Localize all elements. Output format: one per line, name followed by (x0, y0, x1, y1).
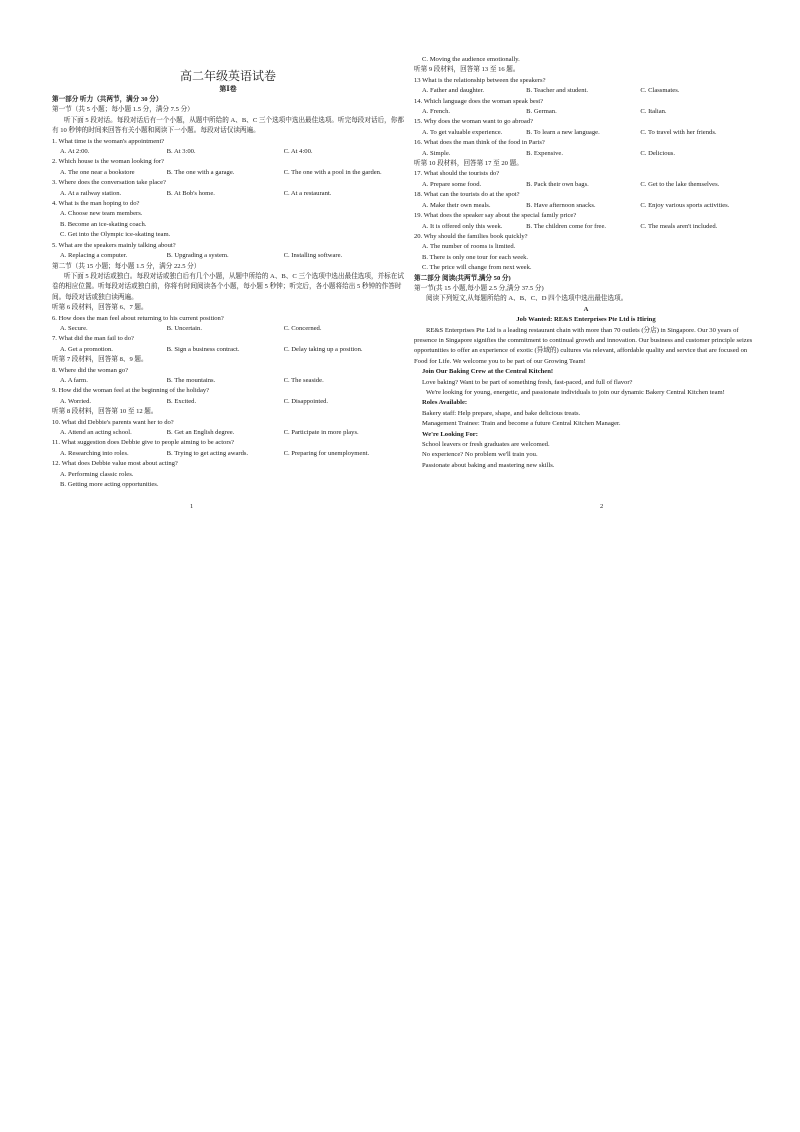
volume-label: 第Ⅰ卷 (219, 85, 237, 93)
question-6: 6. How does the man feel about returning to his current position? (52, 314, 224, 322)
option-c: C. The price will change from next week. (422, 264, 532, 272)
option-a: A. It is offered only this week. (422, 222, 503, 230)
requirement-item: No experience? No problem we'll train you. (422, 451, 538, 459)
question-14-options (414, 107, 758, 117)
option-c: C. Disappointed. (283, 397, 329, 405)
option-b: B. At Bob's home. (166, 189, 215, 197)
question-8: 8. Where did the woman go? (52, 366, 129, 374)
question-10-options (52, 428, 404, 438)
question-3: 3. Where does the conversation take place? (52, 179, 166, 187)
crew-line-2: We're looking for young, energetic, and passionate individuals to join our dynamic Bakery Central Kitchen team! (426, 389, 725, 396)
question-1-options (52, 147, 404, 157)
option-a: A. At a railway station. (60, 189, 122, 197)
crew-heading: Join Our Baking Crew at the Central Kitchen! (422, 368, 554, 376)
question-10: 10. What did Debbie's parents want her to do? (52, 418, 174, 426)
option-b: B. Have afternoon snacks. (526, 201, 596, 209)
option-b: B. Teacher and student. (526, 87, 589, 95)
requirement-item: School leavers or fresh graduates are welcomed. (422, 441, 550, 449)
option-a: A. Simple. (422, 149, 451, 157)
material-note: 听第 10 段材料，回答第 17 至 20 题。 (414, 160, 523, 168)
question-5-options (52, 251, 404, 261)
question-7-options (52, 345, 404, 355)
question-17: 17. What should the tourists do? (414, 170, 500, 178)
option-c: C. The one with a pool in the garden. (283, 168, 382, 176)
question-13-options (414, 86, 758, 96)
question-2-options (52, 168, 404, 178)
question-15: 15. Why does the woman want to go abroad? (414, 118, 534, 126)
option-b: B. Become an ice-skating coach. (60, 220, 147, 228)
option-a: A. Researching into roles. (60, 449, 129, 457)
material-note: 听第 9 段材料，回答第 13 至 16 题。 (414, 66, 520, 74)
question-9: 9. How did the woman feel at the beginning of the holiday? (52, 387, 210, 395)
option-b: B. Get an English degree. (166, 429, 235, 436)
part2-instructions: 阅读下列短文,从每题所给的 A、B、C、D 四个选项中选出最佳选项。 (426, 295, 628, 303)
exam-title: 高二年级英语试卷 (179, 69, 276, 83)
question-11: 11. What suggestion does Debbie give to people aiming to be actors? (52, 439, 235, 447)
option-a: A. Secure. (60, 324, 88, 332)
roles-heading: Roles Available: (422, 399, 468, 407)
question-11-options (52, 449, 404, 459)
part2-section1-heading: 第一节(共 15 小题,每小题 2.5 分,满分 37.5 分) (414, 284, 544, 292)
role-item: Management Trainee: Train and become a future Central Kitchen Manager. (422, 420, 621, 428)
page-number: 1 (190, 503, 194, 510)
looking-heading: We're Looking For: (422, 430, 478, 438)
question-12: 12. What does Debbie value most about acting? (52, 460, 178, 468)
question-18-options (414, 201, 758, 211)
option-b: B. Expensive. (526, 149, 563, 157)
option-c: C. Italian. (640, 108, 667, 116)
option-b: B. German. (526, 108, 557, 116)
section1-instructions: 听下面 5 段对话。每段对话后有一个小题，从题中所给的 A、B、C 三个选项中选出最佳选项。听完每段对话后，你都有 10 秒钟的时间来回答有关小题和阅读下一小题。每段对话仅读两遍。 (52, 116, 404, 135)
question-16-options (414, 149, 758, 159)
option-b: B. Pack their own bags. (526, 180, 589, 188)
question-15-options (414, 128, 758, 138)
question-3-options (52, 189, 404, 199)
question-5: 5. What are the speakers mainly talking about? (52, 241, 176, 249)
option-b: B. There is only one tour for each week. (422, 253, 529, 261)
option-c: C. Enjoy various sports activities. (640, 201, 730, 209)
part2-heading: 第二部分 阅读(共两节,满分 50 分) (414, 274, 511, 282)
option-c: C. Delicious. (640, 149, 676, 157)
option-b: B. Getting more acting opportunities. (60, 481, 159, 489)
option-b: B. Upgrading a system. (166, 252, 229, 260)
question-16: 16. What does the man think of the food in Paris? (414, 139, 545, 147)
option-b: B. At 3:00. (166, 148, 196, 156)
option-c: C. Classmates. (640, 87, 680, 95)
option-c: C. At a restaurant. (283, 189, 332, 197)
option-c: C. Preparing for unemployment. (283, 449, 370, 457)
requirement-item: Passionate about baking and mastering new skills. (422, 461, 555, 469)
question-4: 4. What is the man hoping to do? (52, 200, 140, 208)
option-b: B. Excited. (166, 397, 197, 405)
page-1 (52, 0, 404, 490)
option-b: B. The one with a garage. (166, 168, 235, 176)
role-item: Bakery staff: Help prepare, shape, and bake delicious treats. (422, 409, 581, 417)
option-a: A. Get a promotion. (60, 345, 113, 353)
question-7: 7. What did the man fail to do? (52, 335, 134, 343)
option-a: A. Prepare some food. (422, 180, 482, 188)
option-b: B. Trying to get acting awards. (166, 449, 249, 457)
question-1: 1. What time is the woman's appointment? (52, 137, 165, 145)
question-19: 19. What does the speaker say about the special family price? (414, 212, 577, 220)
material-note: 听第 8 段材料，回答第 10 至 12 题。 (52, 408, 158, 416)
option-c: C. At 4:00. (283, 148, 313, 156)
option-c: C. Participate in more plays. (283, 429, 359, 436)
question-17-options (414, 180, 758, 190)
part1-heading: 第一部分 听力（共两节，满分 30 分） (52, 96, 163, 103)
option-b: B. To learn a new language. (526, 128, 600, 136)
option-c: C. Concerned. (283, 324, 322, 332)
crew-line-1: Love baking? Want to be part of something fresh, fast-paced, and full of flavor? (422, 378, 633, 386)
question-6-options (52, 324, 404, 334)
question-8-options (52, 376, 404, 386)
page-number: 2 (600, 503, 604, 510)
material-note: 听第 6 段材料，回答第 6、7 题。 (52, 304, 148, 312)
question-2: 2. Which house is the woman looking for? (52, 158, 164, 166)
option-b: B. Sign a business contract. (166, 345, 240, 353)
option-a: A. Make their own meals. (422, 201, 491, 209)
question-18: 18. What can the tourists do at the spot? (414, 191, 520, 199)
option-a: A. Father and daughter. (422, 87, 485, 95)
option-c: C. The seaside. (283, 376, 324, 384)
option-a: A. The one near a bookstore (60, 168, 135, 176)
question-13: 13 What is the relationship between the speakers? (414, 76, 546, 84)
option-b: B. The children come for free. (526, 222, 607, 230)
option-a: A. Worried. (60, 397, 92, 405)
question-19-options (414, 222, 758, 232)
option-a: A. A farm. (60, 376, 88, 384)
option-c: C. Delay taking up a position. (283, 345, 363, 353)
option-a: A. The number of rooms is limited. (422, 243, 516, 251)
option-a: A. To get valuable experience. (422, 128, 503, 136)
section2-instructions: 听下面 5 段对话或独白。每段对话或独白后有几个小题，从题中所给的 A、B、C 三个选项中选出最佳选项，并标在试卷的相应位置。听每段对话或独白前，你将有时间阅读各个小题，每小题 5 秒钟；听完后，各小题将给出 5 秒钟的作答时间。每段对话或独白读两遍。 (52, 272, 404, 301)
option-c: C. The meals aren't included. (640, 222, 718, 230)
option-c: C. Get to the lake themselves. (640, 180, 720, 188)
option-b: B. The mountains. (166, 376, 216, 384)
material-note: 听第 7 段材料，回答第 8、9 题。 (52, 356, 148, 364)
option-c: C. Get into the Olympic ice-skating team. (60, 231, 171, 239)
question-20: 20. Why should the families book quickly? (414, 232, 528, 240)
option-a: A. Choose new team members. (60, 210, 143, 218)
option-c: C. To travel with her friends. (640, 128, 717, 136)
option-a: A. Performing classic roles. (60, 470, 134, 478)
passage-paragraph-1: RE&S Enterprises Pte Ltd is a leading restaurant chain with more than 70 outlets (分店) in Singapore. Our 30 years of presence in Singapore signifies the commitment to continual growth and innovation. Our business and customer principle seizes opportunities to offer an experience of exotic (异域的) cultures via relevant, affordable quality and service that are focused on Food for Life. We welcome you to be part of our Growing Team! (414, 326, 753, 365)
option-a: A. At 2:00. (60, 148, 90, 156)
option-a: A. Replacing a computer. (60, 252, 128, 260)
passage-title: Job Wanted: RE&S Enterprises Pte Ltd is Hiring (516, 316, 656, 324)
question-9-options (52, 397, 404, 407)
option-c: C. Installing software. (283, 252, 343, 260)
section2-heading: 第二节（共 15 小题；每小题 1.5 分，满分 22.5 分） (52, 262, 201, 270)
option-a: A. French. (422, 108, 451, 116)
option-c: C. Moving the audience emotionally. (422, 56, 520, 63)
option-a: A. Attend an acting school. (60, 429, 132, 436)
page-2 (414, 55, 758, 471)
option-b: B. Uncertain. (166, 324, 202, 332)
passage-letter: A (583, 305, 589, 313)
question-14: 14. Which language does the woman speak best? (414, 97, 544, 105)
section1-heading: 第一节（共 5 小题；每小题 1.5 分，满分 7.5 分） (52, 106, 194, 114)
